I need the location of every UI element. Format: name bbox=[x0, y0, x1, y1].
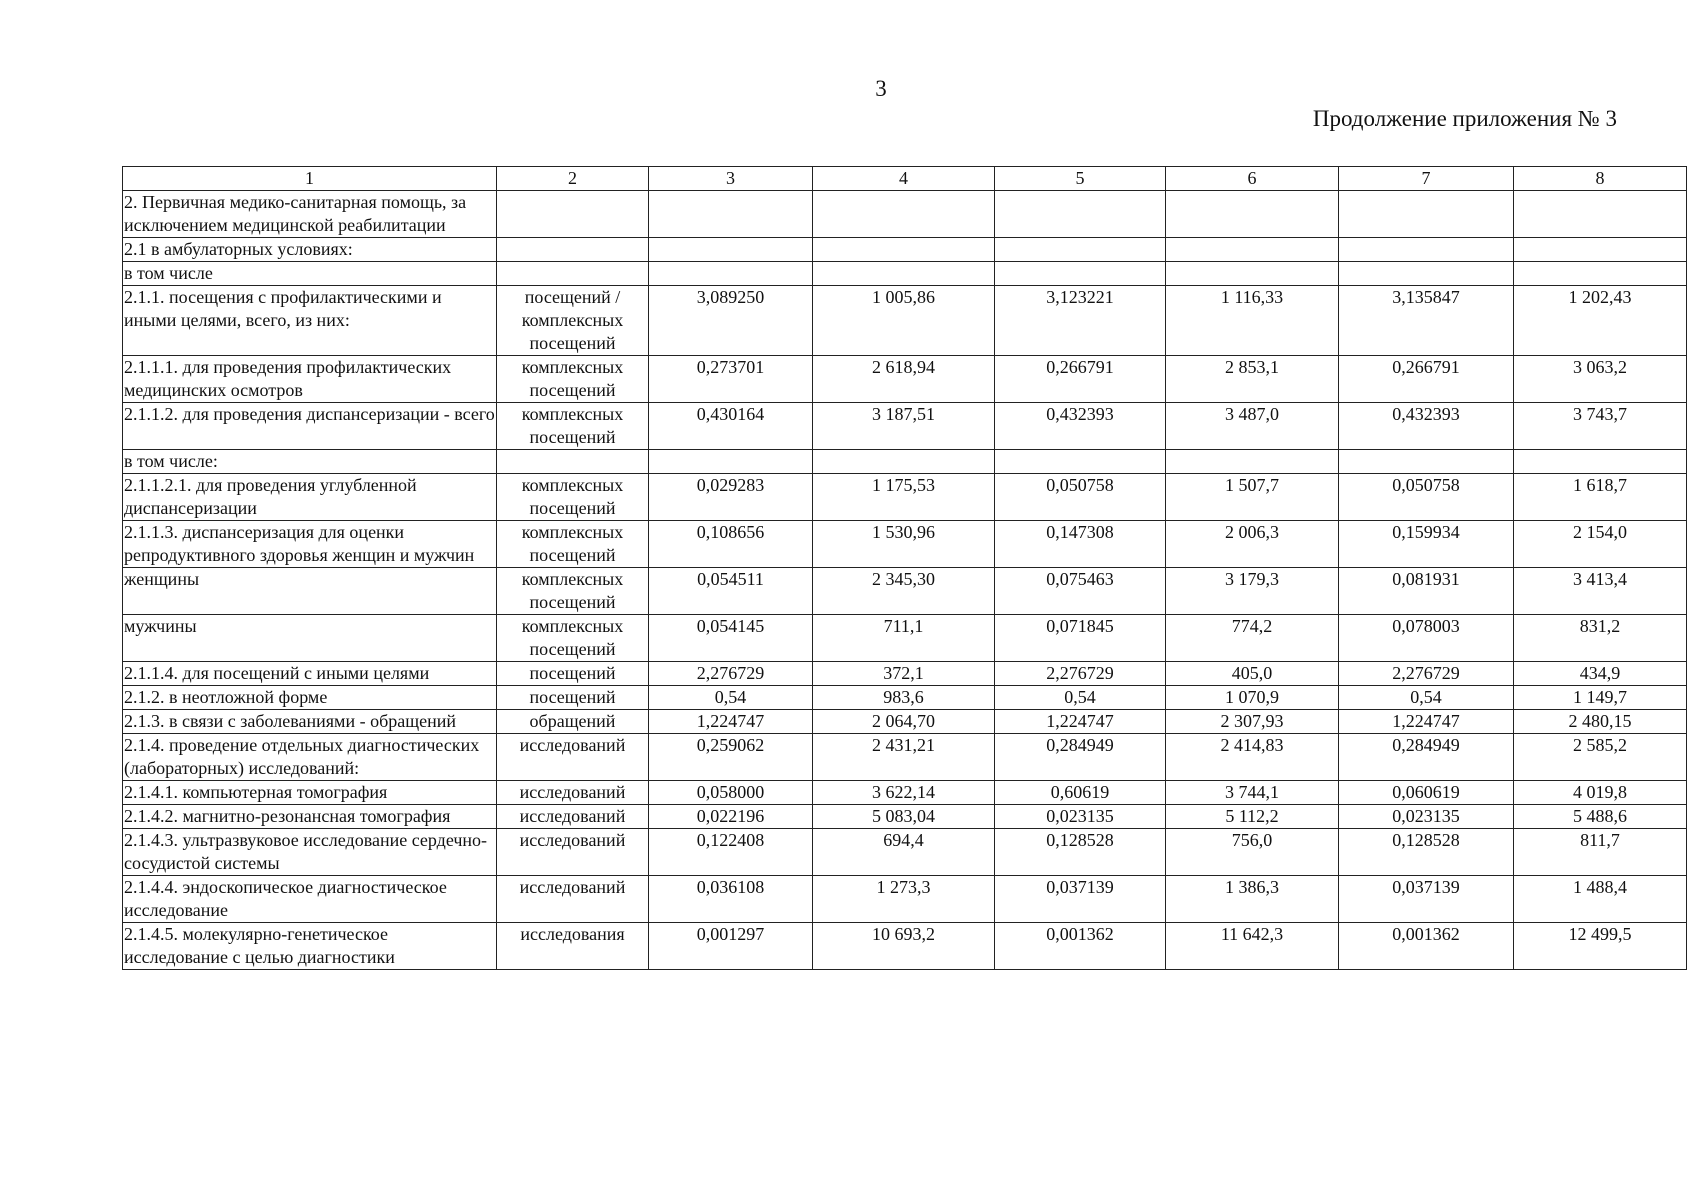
value-cell: 2 853,1 bbox=[1166, 356, 1339, 403]
value-cell: 2,276729 bbox=[649, 662, 813, 686]
table-row bbox=[123, 521, 1687, 568]
row-label: 2.1.1. посещения с профилактическими и иными целями, всего, из них: bbox=[123, 286, 497, 356]
value-cell: 0,432393 bbox=[995, 403, 1166, 450]
value-cell: 3 487,0 bbox=[1166, 403, 1339, 450]
value-cell: 434,9 bbox=[1514, 662, 1687, 686]
value-cell: 12 499,5 bbox=[1514, 923, 1687, 970]
value-cell: 0,266791 bbox=[1339, 356, 1514, 403]
unit-cell: исследований bbox=[497, 781, 649, 805]
value-cell: 372,1 bbox=[813, 662, 995, 686]
table-row bbox=[123, 734, 1687, 781]
table-row bbox=[123, 710, 1687, 734]
column-number: 5 bbox=[995, 167, 1166, 191]
row-label: 2.1.4.5. молекулярно-генетическое исследование с целью диагностики bbox=[123, 923, 497, 970]
unit-cell: комплексных посещений bbox=[497, 615, 649, 662]
table-row bbox=[123, 615, 1687, 662]
value-cell: 1 116,33 bbox=[1166, 286, 1339, 356]
row-label: женщины bbox=[123, 568, 497, 615]
unit-cell: посещений /комплексных посещений bbox=[497, 286, 649, 356]
value-cell: 1 386,3 bbox=[1166, 876, 1339, 923]
value-cell: 1 005,86 bbox=[813, 286, 995, 356]
value-cell: 831,2 bbox=[1514, 615, 1687, 662]
value-cell: 1 488,4 bbox=[1514, 876, 1687, 923]
value-cell: 0,054511 bbox=[649, 568, 813, 615]
row-label: 2. Первичная медико-санитарная помощь, за исключением медицинской реабилитации bbox=[123, 191, 497, 238]
value-cell: 10 693,2 bbox=[813, 923, 995, 970]
value-cell: 1 175,53 bbox=[813, 474, 995, 521]
value-cell: 2,276729 bbox=[995, 662, 1166, 686]
value-cell: 0,122408 bbox=[649, 829, 813, 876]
row-label: в том числе bbox=[123, 262, 497, 286]
value-cell: 3 063,2 bbox=[1514, 356, 1687, 403]
table-row bbox=[123, 238, 1687, 262]
value-cell: 0,071845 bbox=[995, 615, 1166, 662]
table-row bbox=[123, 686, 1687, 710]
value-cell: 0,108656 bbox=[649, 521, 813, 568]
table-row bbox=[123, 450, 1687, 474]
value-cell: 983,6 bbox=[813, 686, 995, 710]
value-cell: 2 480,15 bbox=[1514, 710, 1687, 734]
value-cell: 2 414,83 bbox=[1166, 734, 1339, 781]
column-number: 2 bbox=[497, 167, 649, 191]
value-cell: 0,054145 bbox=[649, 615, 813, 662]
value-cell bbox=[813, 450, 995, 474]
value-cell: 0,001362 bbox=[995, 923, 1166, 970]
unit-cell: комплексных посещений bbox=[497, 403, 649, 450]
value-cell: 1 149,7 bbox=[1514, 686, 1687, 710]
value-cell: 811,7 bbox=[1514, 829, 1687, 876]
column-number: 7 bbox=[1339, 167, 1514, 191]
row-label: 2.1.1.4. для посещений с иными целями bbox=[123, 662, 497, 686]
value-cell: 3 179,3 bbox=[1166, 568, 1339, 615]
value-cell: 0,023135 bbox=[995, 805, 1166, 829]
unit-cell bbox=[497, 450, 649, 474]
unit-cell: исследований bbox=[497, 876, 649, 923]
value-cell: 3 622,14 bbox=[813, 781, 995, 805]
value-cell: 0,159934 bbox=[1339, 521, 1514, 568]
value-cell bbox=[995, 262, 1166, 286]
unit-cell: комплексных посещений bbox=[497, 356, 649, 403]
value-cell: 5 488,6 bbox=[1514, 805, 1687, 829]
value-cell: 1 530,96 bbox=[813, 521, 995, 568]
value-cell: 0,075463 bbox=[995, 568, 1166, 615]
value-cell: 1 618,7 bbox=[1514, 474, 1687, 521]
value-cell: 2 064,70 bbox=[813, 710, 995, 734]
value-cell: 0,022196 bbox=[649, 805, 813, 829]
row-label: 2.1.1.1. для проведения профилактических медицинских осмотров bbox=[123, 356, 497, 403]
value-cell bbox=[1339, 238, 1514, 262]
value-cell: 1,224747 bbox=[649, 710, 813, 734]
value-cell: 0,037139 bbox=[995, 876, 1166, 923]
row-label: 2.1.1.3. диспансеризация для оценки репродуктивного здоровья женщин и мужчин bbox=[123, 521, 497, 568]
value-cell bbox=[649, 262, 813, 286]
table-row bbox=[123, 568, 1687, 615]
value-cell: 2 585,2 bbox=[1514, 734, 1687, 781]
value-cell: 3 413,4 bbox=[1514, 568, 1687, 615]
value-cell: 711,1 bbox=[813, 615, 995, 662]
value-cell: 3,123221 bbox=[995, 286, 1166, 356]
table-row bbox=[123, 356, 1687, 403]
value-cell: 0,036108 bbox=[649, 876, 813, 923]
row-label: 2.1.2. в неотложной форме bbox=[123, 686, 497, 710]
table-row bbox=[123, 829, 1687, 876]
unit-cell: исследований bbox=[497, 805, 649, 829]
value-cell bbox=[813, 262, 995, 286]
value-cell: 5 083,04 bbox=[813, 805, 995, 829]
value-cell bbox=[995, 191, 1166, 238]
value-cell: 0,54 bbox=[649, 686, 813, 710]
value-cell: 1,224747 bbox=[995, 710, 1166, 734]
value-cell: 1 070,9 bbox=[1166, 686, 1339, 710]
page-number: 3 bbox=[875, 76, 887, 101]
value-cell: 0,001297 bbox=[649, 923, 813, 970]
value-cell: 0,60619 bbox=[995, 781, 1166, 805]
row-label: 2.1.4.4. эндоскопическое диагностическое исследование bbox=[123, 876, 497, 923]
value-cell bbox=[1166, 262, 1339, 286]
value-cell: 0,430164 bbox=[649, 403, 813, 450]
value-cell bbox=[813, 191, 995, 238]
value-cell bbox=[995, 238, 1166, 262]
value-cell: 3 743,7 bbox=[1514, 403, 1687, 450]
value-cell bbox=[1166, 238, 1339, 262]
row-label: в том числе: bbox=[123, 450, 497, 474]
value-cell bbox=[1166, 191, 1339, 238]
value-cell: 0,284949 bbox=[1339, 734, 1514, 781]
value-cell bbox=[1514, 450, 1687, 474]
value-cell: 3,089250 bbox=[649, 286, 813, 356]
value-cell: 2 618,94 bbox=[813, 356, 995, 403]
value-cell: 2 154,0 bbox=[1514, 521, 1687, 568]
value-cell: 2 431,21 bbox=[813, 734, 995, 781]
value-cell: 0,432393 bbox=[1339, 403, 1514, 450]
value-cell: 0,037139 bbox=[1339, 876, 1514, 923]
value-cell: 2,276729 bbox=[1339, 662, 1514, 686]
row-label: 2.1.4.2. магнитно-резонансная томография bbox=[123, 805, 497, 829]
value-cell: 0,54 bbox=[995, 686, 1166, 710]
value-cell: 0,078003 bbox=[1339, 615, 1514, 662]
value-cell: 0,081931 bbox=[1339, 568, 1514, 615]
value-cell: 0,147308 bbox=[995, 521, 1166, 568]
unit-cell: комплексных посещений bbox=[497, 474, 649, 521]
value-cell: 0,273701 bbox=[649, 356, 813, 403]
unit-cell: посещений bbox=[497, 662, 649, 686]
table-row bbox=[123, 662, 1687, 686]
unit-cell bbox=[497, 238, 649, 262]
table-row bbox=[123, 474, 1687, 521]
unit-cell bbox=[497, 262, 649, 286]
value-cell: 405,0 bbox=[1166, 662, 1339, 686]
table-row bbox=[123, 781, 1687, 805]
value-cell: 1 273,3 bbox=[813, 876, 995, 923]
value-cell: 0,284949 bbox=[995, 734, 1166, 781]
value-cell bbox=[1339, 450, 1514, 474]
value-cell: 0,128528 bbox=[995, 829, 1166, 876]
value-cell: 0,259062 bbox=[649, 734, 813, 781]
value-cell: 0,058000 bbox=[649, 781, 813, 805]
value-cell: 2 307,93 bbox=[1166, 710, 1339, 734]
table-row bbox=[123, 805, 1687, 829]
column-number: 1 bbox=[123, 167, 497, 191]
value-cell: 2 345,30 bbox=[813, 568, 995, 615]
value-cell bbox=[995, 450, 1166, 474]
row-label: 2.1.4.3. ультразвуковое исследование сердечно-сосудистой системы bbox=[123, 829, 497, 876]
row-label: 2.1.4. проведение отдельных диагностических (лабораторных) исследований: bbox=[123, 734, 497, 781]
value-cell bbox=[649, 191, 813, 238]
unit-cell: исследования bbox=[497, 923, 649, 970]
table-row bbox=[123, 876, 1687, 923]
value-cell: 3,135847 bbox=[1339, 286, 1514, 356]
value-cell: 3 187,51 bbox=[813, 403, 995, 450]
value-cell bbox=[1514, 262, 1687, 286]
value-cell: 774,2 bbox=[1166, 615, 1339, 662]
value-cell bbox=[813, 238, 995, 262]
unit-cell bbox=[497, 191, 649, 238]
column-number-row bbox=[123, 167, 1687, 191]
value-cell bbox=[1166, 450, 1339, 474]
table-row bbox=[123, 403, 1687, 450]
value-cell: 11 642,3 bbox=[1166, 923, 1339, 970]
value-cell: 3 744,1 bbox=[1166, 781, 1339, 805]
value-cell bbox=[649, 450, 813, 474]
column-number: 4 bbox=[813, 167, 995, 191]
row-label: 2.1.1.2. для проведения диспансеризации - всего bbox=[123, 403, 497, 450]
value-cell: 0,029283 bbox=[649, 474, 813, 521]
value-cell: 2 006,3 bbox=[1166, 521, 1339, 568]
value-cell: 0,023135 bbox=[1339, 805, 1514, 829]
value-cell: 0,001362 bbox=[1339, 923, 1514, 970]
value-cell: 5 112,2 bbox=[1166, 805, 1339, 829]
value-cell: 1,224747 bbox=[1339, 710, 1514, 734]
table-row bbox=[123, 923, 1687, 970]
value-cell: 0,54 bbox=[1339, 686, 1514, 710]
value-cell bbox=[649, 238, 813, 262]
column-number: 6 bbox=[1166, 167, 1339, 191]
value-cell: 1 202,43 bbox=[1514, 286, 1687, 356]
value-cell bbox=[1339, 262, 1514, 286]
unit-cell: исследований bbox=[497, 734, 649, 781]
unit-cell: комплексных посещений bbox=[497, 568, 649, 615]
value-cell: 756,0 bbox=[1166, 829, 1339, 876]
table-row bbox=[123, 286, 1687, 356]
value-cell: 0,266791 bbox=[995, 356, 1166, 403]
value-cell bbox=[1514, 238, 1687, 262]
value-cell bbox=[1514, 191, 1687, 238]
table-row bbox=[123, 191, 1687, 238]
value-cell: 694,4 bbox=[813, 829, 995, 876]
column-number: 8 bbox=[1514, 167, 1687, 191]
row-label: 2.1.3. в связи с заболеваниями - обращений bbox=[123, 710, 497, 734]
value-cell: 0,060619 bbox=[1339, 781, 1514, 805]
row-label: 2.1 в амбулаторных условиях: bbox=[123, 238, 497, 262]
value-cell: 0,050758 bbox=[995, 474, 1166, 521]
row-label: мужчины bbox=[123, 615, 497, 662]
value-cell: 1 507,7 bbox=[1166, 474, 1339, 521]
unit-cell: исследований bbox=[497, 829, 649, 876]
data-table bbox=[122, 166, 1687, 970]
value-cell: 0,050758 bbox=[1339, 474, 1514, 521]
row-label: 2.1.1.2.1. для проведения углубленной диспансеризации bbox=[123, 474, 497, 521]
value-cell: 4 019,8 bbox=[1514, 781, 1687, 805]
value-cell bbox=[1339, 191, 1514, 238]
unit-cell: комплексных посещений bbox=[497, 521, 649, 568]
appendix-title: Продолжение приложения № 3 bbox=[1312, 106, 1617, 131]
column-number: 3 bbox=[649, 167, 813, 191]
unit-cell: посещений bbox=[497, 686, 649, 710]
unit-cell: обращений bbox=[497, 710, 649, 734]
value-cell: 0,128528 bbox=[1339, 829, 1514, 876]
table-row bbox=[123, 262, 1687, 286]
row-label: 2.1.4.1. компьютерная томография bbox=[123, 781, 497, 805]
